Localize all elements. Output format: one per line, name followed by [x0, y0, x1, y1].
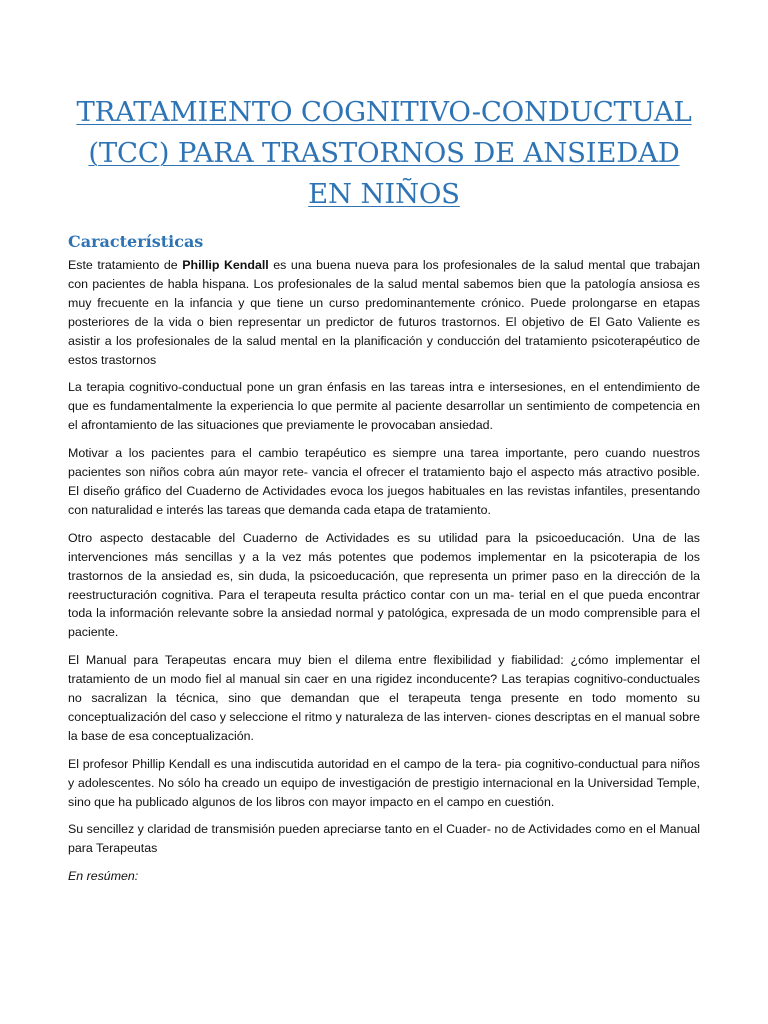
paragraph-4: Otro aspecto destacable del Cuaderno de Actividades es su utilidad para la psicoeducación. Una de las intervenciones más sencillas y a la vez más potentes que podemos implementar en la psicoterapia de los trastornos de la ansiedad es, sin duda, la psicoeducación, que representa un primer paso en la dirección de la reestructuración cognitiva. Para el terapeuta resulta práctico contar con un ma- terial en el que pueda encontrar toda la información relevante sobre la ansiedad normal y patológica, expresada de un modo comprensible para el paciente. [68, 530, 700, 640]
paragraph-2: La terapia cognitivo-conductual pone un gran énfasis en las tareas intra e intersesiones, en el entendimiento de que es fundamentalmente la experiencia lo que permite al paciente desarrollar un sentimiento de competencia en el afrontamiento de las situaciones que previamente le provocaban ansiedad. [68, 380, 700, 433]
paragraph-7: Su sencillez y claridad de transmisión pueden apreciarse tanto en el Cuader- no de Actividades como en el Manual para Terapeutas [68, 822, 700, 856]
author-name: Phillip Kendall [182, 258, 269, 272]
document-page [68, 92, 700, 886]
document-title[interactable]: TRATAMIENTO COGNITIVO-CONDUCTUAL (TCC) PARA TRASTORNOS DE ANSIEDAD EN NIÑOS [76, 96, 692, 210]
paragraph-1-prefix: Este tratamiento de [68, 258, 183, 272]
paragraph-1 [68, 256, 700, 369]
section-heading-caracteristicas: Características [68, 232, 204, 251]
closing-line: En resúmen: [68, 869, 139, 884]
paragraph-5: El Manual para Terapeutas encara muy bien el dilema entre flexibilidad y fiabilidad: ¿cómo implementar el tratamiento de un modo fiel al manual sin caer en una rigidez inconducente? Las terapias cognitivo-conductuales no sacralizan la técnica, sino que demandan que el terapeuta tenga presente en todo momento su conceptualización del caso y seleccione el ritmo y naturaleza de las interven- ciones descriptas en el manual sobre la base de esa conceptualización. [68, 653, 700, 743]
paragraph-1-text: es una buena nueva para los profesionales de la salud mental que trabajan con pacientes de habla hispana. Los profesionales de la salud mental sabemos bien que la patología ansiosa es muy frecuente en la infancia y que tiene un curso predominantemente crónico. Puede prolongarse en etapas posteriores de la vida o bien representar un predictor de futuros trastornos. El objetivo de El Gato Valiente es asistir a los profesionales de la salud mental en la planificación y conducción del tratamiento psicoterapéutico de estos trastornos [68, 258, 700, 367]
paragraph-6: El profesor Phillip Kendall es una indiscutida autoridad en el campo de la tera- pia cognitivo-conductual para niños y adolescentes. No sólo ha creado un equipo de investigación de prestigio internacional en la Universidad Temple, sino que ha publicado algunos de los libros con mayor impacto en el campo en cuestión. [68, 756, 700, 809]
paragraph-3: Motivar a los pacientes para el cambio terapéutico es siempre una tarea importante, pero cuando nuestros pacientes son niños cobra aún mayor rete- vancia el ofrecer el tratamiento bajo el aspecto más atractivo posible. El diseño gráfico del Cuaderno de Actividades evoca los juegos habituales en las revistas infantiles, presentando con naturalidad e interés las tareas que demanda cada etapa de tratamiento. [68, 446, 700, 517]
